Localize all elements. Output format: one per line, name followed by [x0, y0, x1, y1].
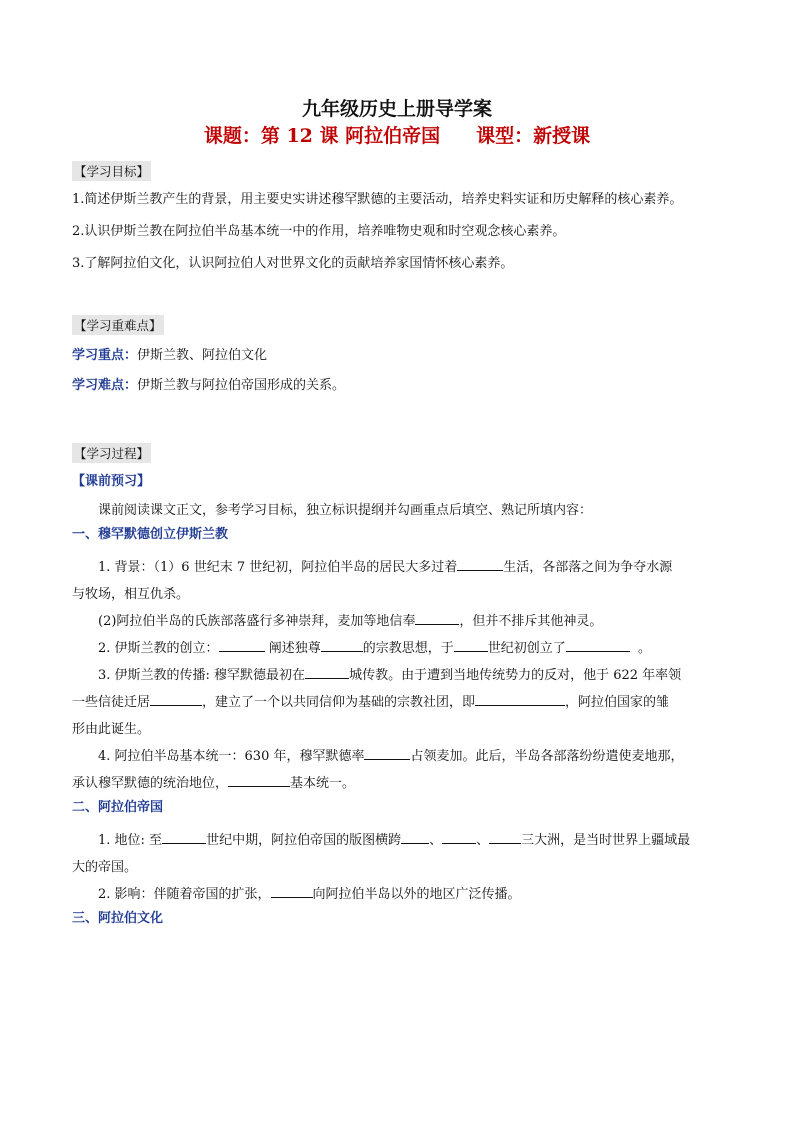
para-influence: 2. 影响：伴随着帝国的扩张， 向阿拉伯半岛以外的地区广泛传播。	[72, 881, 722, 908]
part1-title: 一、穆罕默德创立伊斯兰教	[72, 527, 229, 542]
document-page	[72, 100, 722, 928]
blank-16[interactable]	[271, 883, 313, 898]
blank-9[interactable]	[475, 691, 565, 706]
blank-8[interactable]	[150, 691, 202, 706]
objective-1: 1.简述伊斯兰教产生的背景，用主要史实讲述穆罕默德的主要活动，培养史料实证和历史解释的核心素养。	[72, 192, 683, 207]
preview-label: 【课前预习】	[72, 474, 151, 489]
lesson-topic: 课题：第 12 课 阿拉伯帝国	[203, 125, 441, 147]
para-spread-end: 形由此诞生。	[72, 722, 151, 737]
key-point-text: 伊斯兰教、阿拉伯文化	[137, 348, 268, 363]
blank-11[interactable]	[228, 772, 290, 787]
blank-10[interactable]	[364, 745, 410, 760]
objective-3: 3.了解阿拉伯文化，认识阿拉伯人对世界文化的贡献培养家国情怀核心素养。	[72, 256, 514, 271]
part3-title: 三、阿拉伯文化	[72, 911, 164, 926]
keypoints-label: 【学习重难点】	[72, 315, 164, 335]
part2-title: 二、阿拉伯帝国	[72, 800, 164, 815]
para-background-cont: 与牧场，相互仇杀。	[72, 587, 190, 602]
blank-7[interactable]	[305, 664, 349, 679]
objectives-label: 【学习目标】	[72, 161, 151, 181]
lesson-type: 课型：新授课	[476, 125, 591, 147]
key-point-line	[72, 347, 722, 365]
blank-3[interactable]	[219, 637, 265, 652]
para-spread-cont: 一些信徒迁居 ，建立了一个以共同信仰为基础的宗教社团，即 ，阿拉伯国家的雏	[72, 689, 722, 716]
para-status-cont: 大的帝国。	[72, 860, 138, 875]
process-label: 【学习过程】	[72, 443, 151, 463]
difficult-point-text: 伊斯兰教与阿拉伯帝国形成的关系。	[137, 378, 346, 393]
blank-14[interactable]	[442, 829, 476, 844]
para-status: 1. 地位: 至 世纪中期，阿拉伯帝国的版图横跨 、 、 三大洲，是当时世界上疆域最	[72, 827, 722, 854]
blank-13[interactable]	[401, 829, 429, 844]
blank-12[interactable]	[162, 829, 206, 844]
para-polytheism: (2)阿拉伯半岛的氏族部落盛行多神崇拜，麦加等地信奉 ，但并不排斥其他神灵。	[72, 608, 722, 635]
document-title: 九年级历史上册导学案	[301, 98, 492, 120]
preview-intro: 课前阅读课文正文，参考学习目标，独立标识提纲并勾画重点后填空、熟记所填内容：	[98, 503, 593, 518]
blank-6[interactable]	[566, 637, 630, 652]
key-point-label: 学习重点：	[72, 348, 138, 363]
para-founding: 2. 伊斯兰教的创立： 阐述独尊 的宗教思想，于 世纪初创立了 。	[72, 635, 722, 662]
blank-15[interactable]	[489, 829, 521, 844]
blank-2[interactable]	[415, 610, 459, 625]
lesson-subtitle	[72, 127, 722, 145]
para-background: 1. 背景：（1）6 世纪末 7 世纪初，阿拉伯半岛的居民大多过着 生活，各部落之间为争夺水源	[72, 554, 722, 581]
objective-2: 2.认识伊斯兰教在阿拉伯半岛基本统一中的作用，培养唯物史观和时空观念核心素养。	[72, 224, 566, 239]
difficult-point-label: 学习难点：	[72, 378, 138, 393]
para-unification: 4. 阿拉伯半岛基本统一：630 年，穆罕默德率 占领麦加。此后，半岛各部落纷纷遣使麦地那，	[72, 743, 722, 770]
blank-5[interactable]	[454, 637, 488, 652]
blank-1[interactable]	[457, 556, 503, 571]
para-unification-cont: 承认穆罕默德的统治地位， 基本统一。	[72, 770, 722, 797]
para-spread: 3. 伊斯兰教的传播: 穆罕默德最初在 城传教。由于遭到当地传统势力的反对，他于 622 年率领	[72, 662, 722, 689]
blank-4[interactable]	[321, 637, 363, 652]
difficult-point-line	[72, 377, 722, 395]
